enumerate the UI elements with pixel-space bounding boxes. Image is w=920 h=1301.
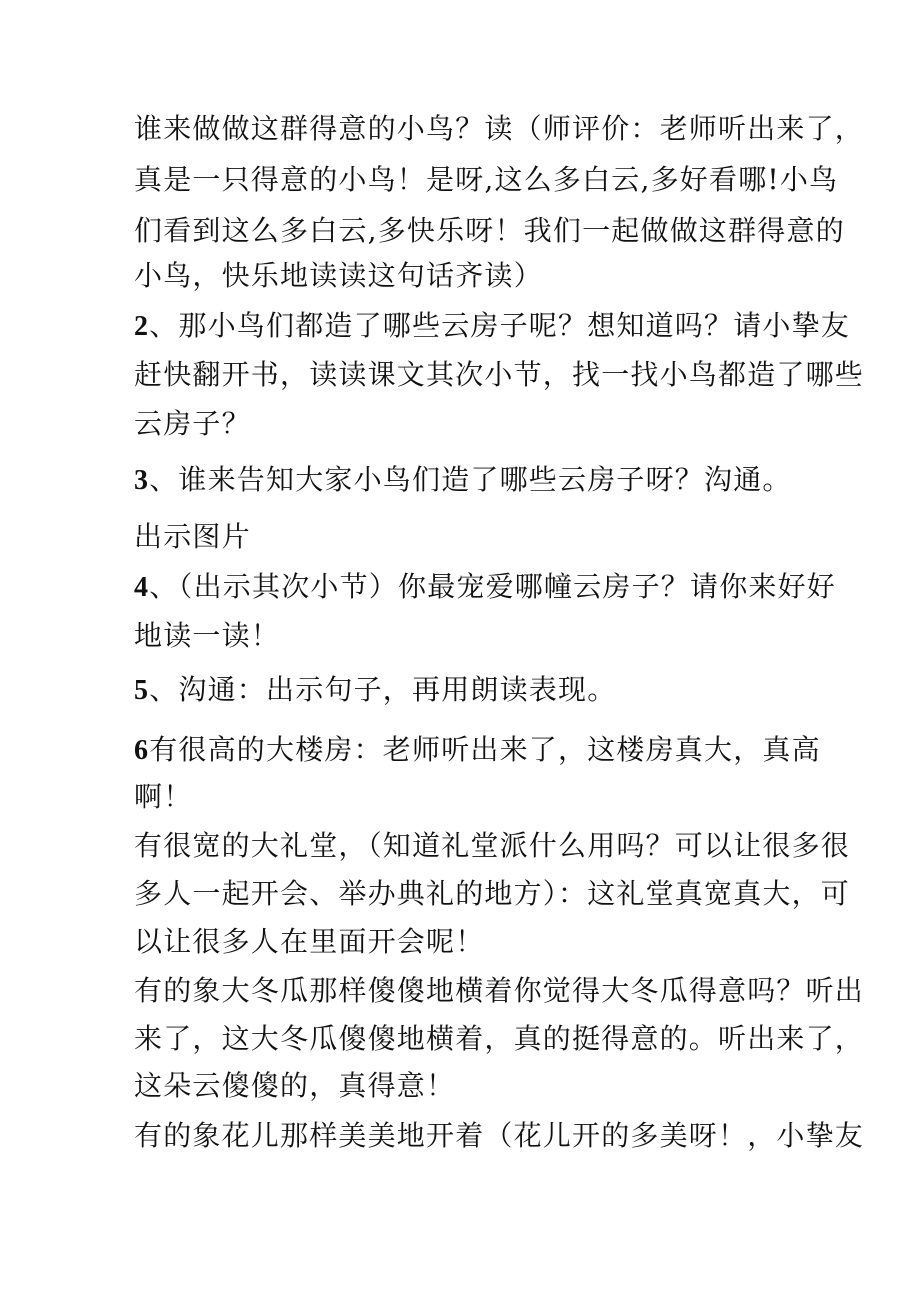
text-line: 啊！ bbox=[134, 780, 193, 813]
text-line: 有很宽的大礼堂，（知道礼堂派什么用吗？可以让很多很 bbox=[134, 829, 851, 862]
text-line: 以让很多人在里面开会呢！ bbox=[134, 925, 485, 958]
item-number: 5 bbox=[134, 675, 150, 706]
numbered-line bbox=[134, 666, 616, 714]
text-line: 这朵云傻傻的，真得意！ bbox=[134, 1069, 456, 1102]
numbered-line bbox=[134, 563, 836, 611]
text-line: 赶快翻开书，读读课文其次小节，找一找小鸟都造了哪些 bbox=[134, 358, 865, 391]
item-text: 有很高的大楼房：老师听出来了，这楼房真大，真高 bbox=[149, 733, 821, 766]
numbered-line bbox=[134, 456, 792, 504]
text-line: 谁来做做这群得意的小鸟？读（师评价：老师听出来了， bbox=[134, 112, 865, 145]
text-line: 地读一读！ bbox=[134, 619, 281, 652]
item-number: 3 bbox=[134, 465, 150, 496]
text-line: 有的象大冬瓜那样傻傻地横着你觉得大冬瓜得意吗？听出 bbox=[134, 974, 865, 1007]
item-number: 2 bbox=[134, 311, 150, 342]
item-number: 6 bbox=[134, 735, 150, 766]
text-line: 云房子？ bbox=[134, 407, 251, 440]
item-text: 、谁来告知大家小鸟们造了哪些云房子呀？沟通。 bbox=[149, 463, 792, 496]
item-number: 4 bbox=[134, 572, 150, 603]
text-line: 有的象花儿那样美美地开着（花儿开的多美呀！，小挚友 bbox=[134, 1119, 865, 1152]
text-line: 来了，这大冬瓜傻傻地横着，真的挺得意的。听出来了， bbox=[134, 1022, 865, 1055]
text-line: 们看到这么多白云,多快乐呀！我们一起做做这群得意的 bbox=[134, 214, 845, 247]
text-line: 小鸟，快乐地读读这句话齐读） bbox=[134, 259, 543, 292]
item-text: 、那小鸟们都造了哪些云房子呢？想知道吗？请小挚友 bbox=[149, 309, 851, 342]
item-text: 、（出示其次小节）你最宠爱哪幢云房子？请你来好好 bbox=[149, 570, 837, 603]
text-line: 出示图片 bbox=[134, 520, 251, 553]
numbered-line bbox=[134, 302, 850, 350]
text-line: 真是一只得意的小鸟！是呀,这么多白云,多好看哪!小鸟 bbox=[134, 163, 839, 196]
numbered-line bbox=[134, 726, 821, 774]
item-text: 、沟通：出示句子，再用朗读表现。 bbox=[149, 673, 617, 706]
text-line: 多人一起开会、举办典礼的地方）：这礼堂真宽真大，可 bbox=[134, 877, 851, 910]
